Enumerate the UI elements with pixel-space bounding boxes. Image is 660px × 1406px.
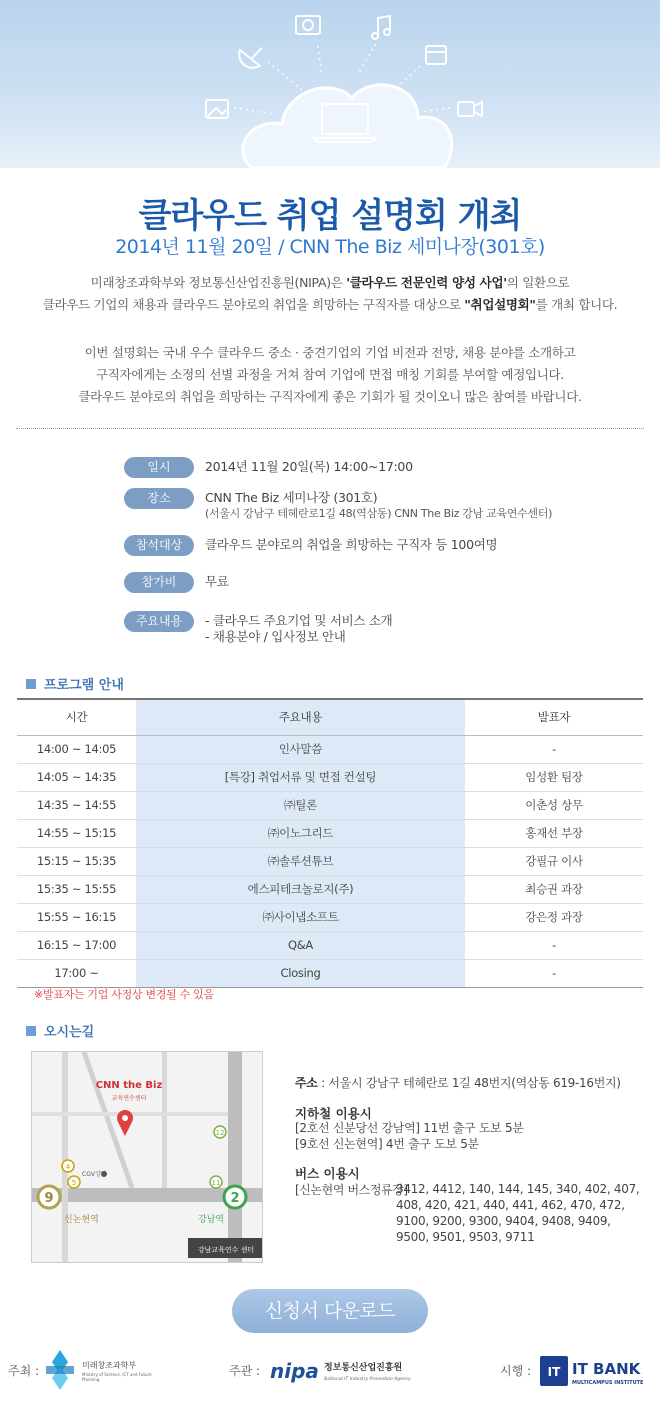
info-label: 참석대상 — [124, 535, 194, 556]
itbank-logo-sub: MULTICAMPUS INSTITUTE — [572, 1380, 644, 1386]
subway-heading: 지하철 이용시 — [295, 1106, 372, 1121]
intro-paragraph-1 — [0, 272, 660, 316]
info-label: 장소 — [124, 488, 194, 509]
svg-text:IT: IT — [547, 1365, 561, 1379]
info-value: 2014년 11월 20일(목) 14:00~17:00 — [205, 459, 413, 474]
map-building-sub: 교육연수센터 — [111, 1095, 147, 1102]
bus-stop-label: [신논현역 버스정류장] — [295, 1183, 408, 1197]
address-line: 주소 : 서울시 강남구 테헤란로 1길 48번지(역삼동 619-16번지) — [295, 1076, 621, 1090]
map-line-left: 9 — [44, 1191, 54, 1206]
cloud-illustration — [0, 0, 660, 168]
program-heading: 프로그램 안내 — [26, 674, 124, 693]
table-row: 14:05 ~ 14:35 [특강] 취업서류 및 면접 컨설팅 임성환 팀장 — [17, 763, 643, 791]
picture-icon — [206, 100, 228, 118]
table-row: 14:35 ~ 14:55 ㈜틸론 이춘성 상무 — [17, 791, 643, 819]
program-table — [17, 698, 643, 988]
operator-label: 시행 : — [500, 1364, 532, 1378]
location-pin-icon — [117, 1110, 133, 1136]
hero-banner — [0, 0, 660, 168]
satellite-icon — [239, 48, 262, 68]
organizer-label: 주관 : — [229, 1364, 261, 1378]
msip-logo-icon — [46, 1350, 74, 1390]
table-row: 16:15 ~ 17:00 Q&A - — [17, 931, 643, 959]
host-logo — [46, 1348, 156, 1394]
map-exit-5: 5 — [71, 1179, 77, 1187]
intro-line: 이번 설명회는 국내 우수 클라우드 중소 · 중견기업의 기업 비전과 전망, 채용 분야를 소개하고 — [84, 345, 576, 360]
info-value: 클라우드 분야로의 취업을 희망하는 구직자 등 100여명 — [205, 537, 498, 552]
table-row: 17:00 ~ Closing - — [17, 959, 643, 987]
program-note: ※발표자는 기업 사정상 변경될 수 있음 — [34, 988, 214, 1001]
info-value: - 클라우드 주요기업 및 서비스 소개 - 채용분야 / 입사정보 안내 — [205, 613, 393, 644]
bus-numbers: 3412, 4412, 140, 144, 145, 340, 402, 407, 408, 420, 421, 440, 441, 462, 470, 472, 9100, 9200, 9300, 9404, 9408, 9409, 9500, 9501, 9503, 9711 — [396, 1182, 640, 1244]
location-map[interactable] — [31, 1051, 263, 1263]
page-subtitle: 2014년 11월 20일 / CNN The Biz 세미나장(301호) — [115, 236, 545, 258]
organizer-name: 정보통신산업진흥원 — [324, 1363, 403, 1373]
map-cgv-label: CGV강남 — [82, 1171, 107, 1178]
square-bullet-icon — [26, 1026, 36, 1036]
bus-heading: 버스 이용시 — [295, 1166, 360, 1181]
music-icon — [372, 16, 390, 39]
map-exit-11: 11 — [211, 1179, 221, 1187]
video-icon — [458, 102, 482, 116]
map-station-left: 신논현역 — [64, 1215, 99, 1225]
intro-line: 미래창조과학부와 정보통신산업진흥원(NIPA)은 '클라우드 전문인력 양성 사업'의 일환으로 — [90, 275, 570, 290]
info-value: 무료 — [205, 574, 229, 589]
map-drawing — [32, 1052, 263, 1263]
table-row: 15:35 ~ 15:55 에스피테크놀로지(주) 최승권 과장 — [17, 875, 643, 903]
intro-line: 구직자에게는 소정의 선별 과정을 거쳐 참여 기업에 면접 매칭 기회를 부여할 예정입니다. — [96, 367, 564, 382]
nipa-logo-text: nipa — [270, 1359, 319, 1383]
map-building-label: CNN the Biz — [95, 1080, 163, 1091]
col-content-header: 주요내용 — [136, 699, 465, 735]
divider — [16, 428, 644, 429]
calendar-icon — [426, 46, 446, 64]
table-row: 14:55 ~ 15:15 ㈜이노그리드 홍재선 부장 — [17, 819, 643, 847]
camera-icon — [296, 16, 320, 34]
map-exit-12: 12 — [215, 1129, 225, 1137]
info-label: 일시 — [124, 457, 194, 478]
info-value: CNN The Biz 세미나장 (301호) (서울시 강남구 테헤란로1길 48(역삼동) CNN The Biz 강남 교육연수센터) — [205, 490, 553, 520]
map-line-right: 2 — [230, 1191, 240, 1206]
map-station-right: 강남역 — [198, 1215, 225, 1225]
page-title: 클라우드 취업 설명회 개최 — [138, 196, 522, 236]
map-caption: 강남교육연수 센터 — [197, 1246, 255, 1254]
operator-logo — [540, 1354, 656, 1388]
intro-line: 클라우드 기업의 채용과 클라우드 분야로의 취업을 희망하는 구직자를 대상으로 "취업설명회"를 개최 합니다. — [42, 297, 618, 312]
map-exit-4: 4 — [65, 1163, 71, 1171]
organizer-name-en: National IT Industry Promotion Agency — [324, 1377, 411, 1382]
table-row: 15:15 ~ 15:35 ㈜솔루션튜브 강필규 이사 — [17, 847, 643, 875]
table-row: 15:55 ~ 16:15 ㈜사이냅소프트 강은정 과장 — [17, 903, 643, 931]
download-application-button[interactable]: 신청서 다운로드 — [232, 1289, 428, 1333]
host-label: 주최 : — [8, 1364, 40, 1378]
table-header-row — [17, 699, 643, 735]
intro-line: 클라우드 분야로의 취업을 희망하는 구직자에게 좋은 기회가 될 것이오니 많은 참여를 바랍니다. — [78, 389, 582, 404]
directions-heading: 오시는길 — [26, 1021, 94, 1040]
organizer-logo — [270, 1356, 430, 1388]
info-label: 주요내용 — [124, 611, 194, 632]
square-bullet-icon — [26, 679, 36, 689]
table-row: 14:00 ~ 14:05 인사말씀 - — [17, 735, 643, 763]
col-time-header: 시간 — [17, 699, 136, 735]
col-speaker-header: 발표자 — [465, 699, 643, 735]
itbank-logo-text: IT BANK — [572, 1360, 641, 1378]
host-name-en: Ministry of Science, ICT and Future Planning — [82, 1372, 152, 1382]
subway-info: [2호선 신분당선 강남역] 11번 출구 도보 5분 [9호선 신논현역] 4번 출구 도보 5분 — [295, 1121, 524, 1151]
host-name: 미래창조과학부 — [82, 1361, 137, 1370]
info-label: 참가비 — [124, 572, 194, 593]
intro-paragraph-2 — [0, 342, 660, 408]
